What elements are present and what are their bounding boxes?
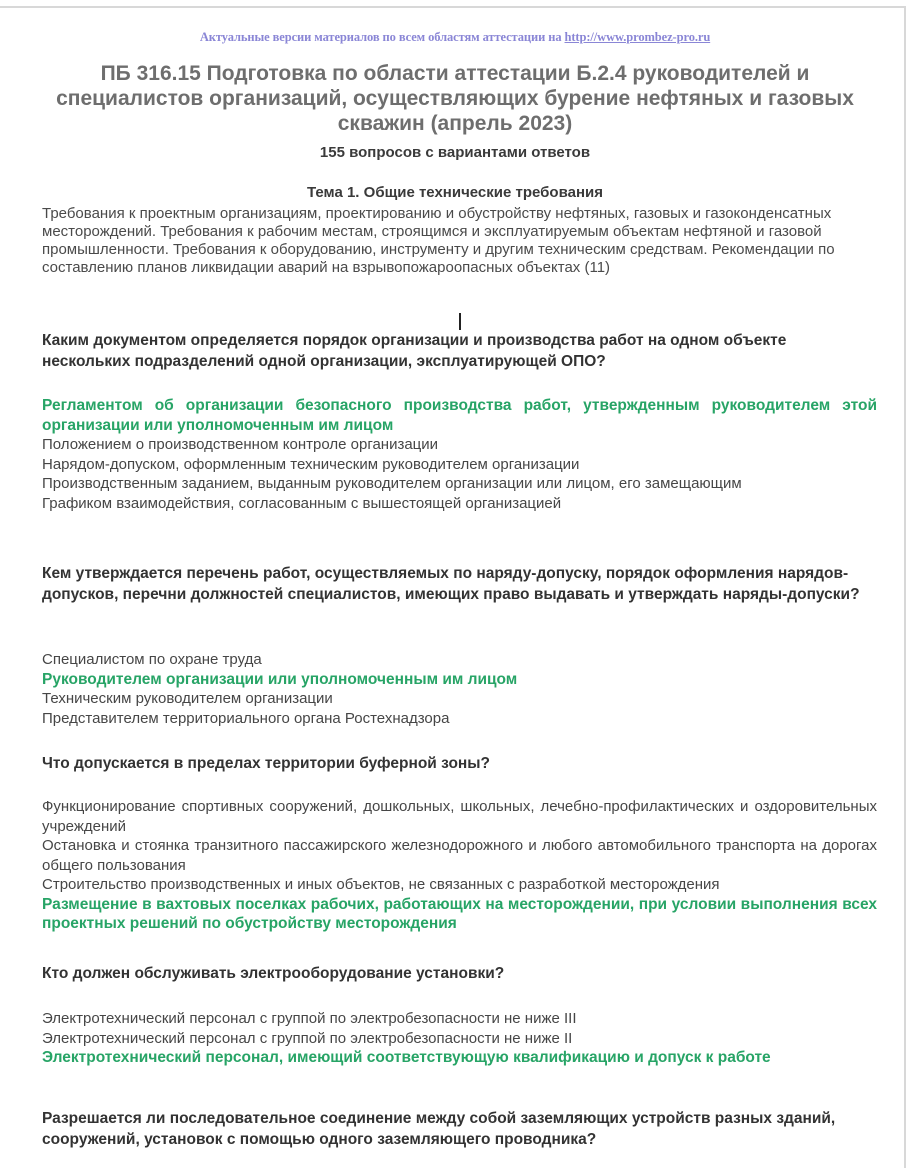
answer-option: Специалистом по охране труда bbox=[42, 651, 262, 668]
answers-3 bbox=[42, 797, 877, 934]
document-subtitle: 155 вопросов с вариантами ответов bbox=[319, 144, 591, 161]
answer-option: Функционирование спортивных сооружений, дошкольных, школьных, лечебно-профилактических и оздоровительных учреждений bbox=[42, 798, 877, 835]
answer-option: Остановка и стоянка транзитного пассажирского железнодорожного и любого автомобильного транспорта на дорогах общего пользования bbox=[42, 837, 877, 874]
question-5: Разрешается ли последовательное соединение между собой заземляющих устройств разных зданий, сооружений, установок с помощью одного заземляющего проводника? bbox=[42, 1110, 836, 1148]
prombez-link[interactable]: http://www.prombez-pro.ru bbox=[564, 30, 711, 44]
header-note-text: Актуальные версии материалов по всем областям аттестации на bbox=[199, 30, 565, 44]
text-cursor-icon bbox=[459, 313, 461, 330]
answers-4 bbox=[42, 1009, 877, 1068]
header-note bbox=[0, 30, 910, 45]
answer-option: Положением о производственном контроле организации bbox=[42, 436, 439, 453]
topic-description: Требования к проектным организациям, проектированию и обустройству нефтяных, газовых и газоконденсатных месторождений. Требования к рабочим местам, строящимся и эксплуатируемым объектам нефтяной и газовой промышленности. Требования к оборудованию, инструменту и другим техническим средствам. Рекомендации по составлению планов ликвидации аварий на взрывопожароопасных объектах (11) bbox=[42, 205, 835, 276]
correct-answer-option: Регламентом об организации безопасного производства работ, утвержденным руководителем этой организации или уполномоченным им лицом bbox=[42, 397, 877, 434]
answer-option: Нарядом-допуском, оформленным техническим руководителем организации bbox=[42, 455, 580, 473]
correct-answer-option: Размещение в вахтовых поселках рабочих, работающих на месторождении, при условии выполнения всех проектных решений по обустройству месторождения bbox=[42, 895, 877, 932]
question-1: Каким документом определяется порядок организации и производства работ на одном объекте нескольких подразделений одной организации, эксплуатирующей ОПО? bbox=[42, 332, 787, 370]
answer-option: Электротехнический персонал с группой по электробезопасности не ниже III bbox=[42, 1010, 577, 1027]
question-2: Кем утверждается перечень работ, осуществляемых по наряду-допуску, порядок оформления нарядов-допусков, перечни должностей специалистов, имеющих право выдавать и утверждать наряды-допуски? bbox=[42, 565, 860, 603]
answers-1 bbox=[42, 396, 877, 513]
answer-option: Представителем территориального органа Ростехнадзора bbox=[42, 709, 450, 727]
correct-answer-option: Руководителем организации или уполномоченным им лицом bbox=[42, 670, 518, 688]
document-title: ПБ 316.15 Подготовка по области аттестации Б.2.4 руководителей и специалистов организаций, осуществляющих бурение нефтяных и газовых скважин (апрель 2023) bbox=[56, 62, 854, 135]
answer-option: Строительство производственных и иных объектов, не связанных с разработкой месторождения bbox=[42, 876, 720, 893]
question-3: Что допускается в пределах территории буферной зоны? bbox=[42, 755, 490, 772]
answer-option: Производственным заданием, выданным руководителем организации или лицом, его замещающим bbox=[42, 475, 742, 492]
answer-option: Техническим руководителем организации bbox=[42, 690, 333, 707]
correct-answer-option: Электротехнический персонал, имеющий соответствующую квалификацию и допуск к работе bbox=[42, 1049, 771, 1066]
question-4: Кто должен обслуживать электрооборудование установки? bbox=[42, 965, 505, 982]
answer-option: Графиком взаимодействия, согласованным с вышестоящей организацией bbox=[42, 494, 562, 512]
answers-2 bbox=[42, 650, 877, 728]
topic-title: Тема 1. Общие технические требования bbox=[307, 184, 603, 201]
answer-option: Электротехнический персонал с группой по электробезопасности не ниже II bbox=[42, 1029, 573, 1047]
